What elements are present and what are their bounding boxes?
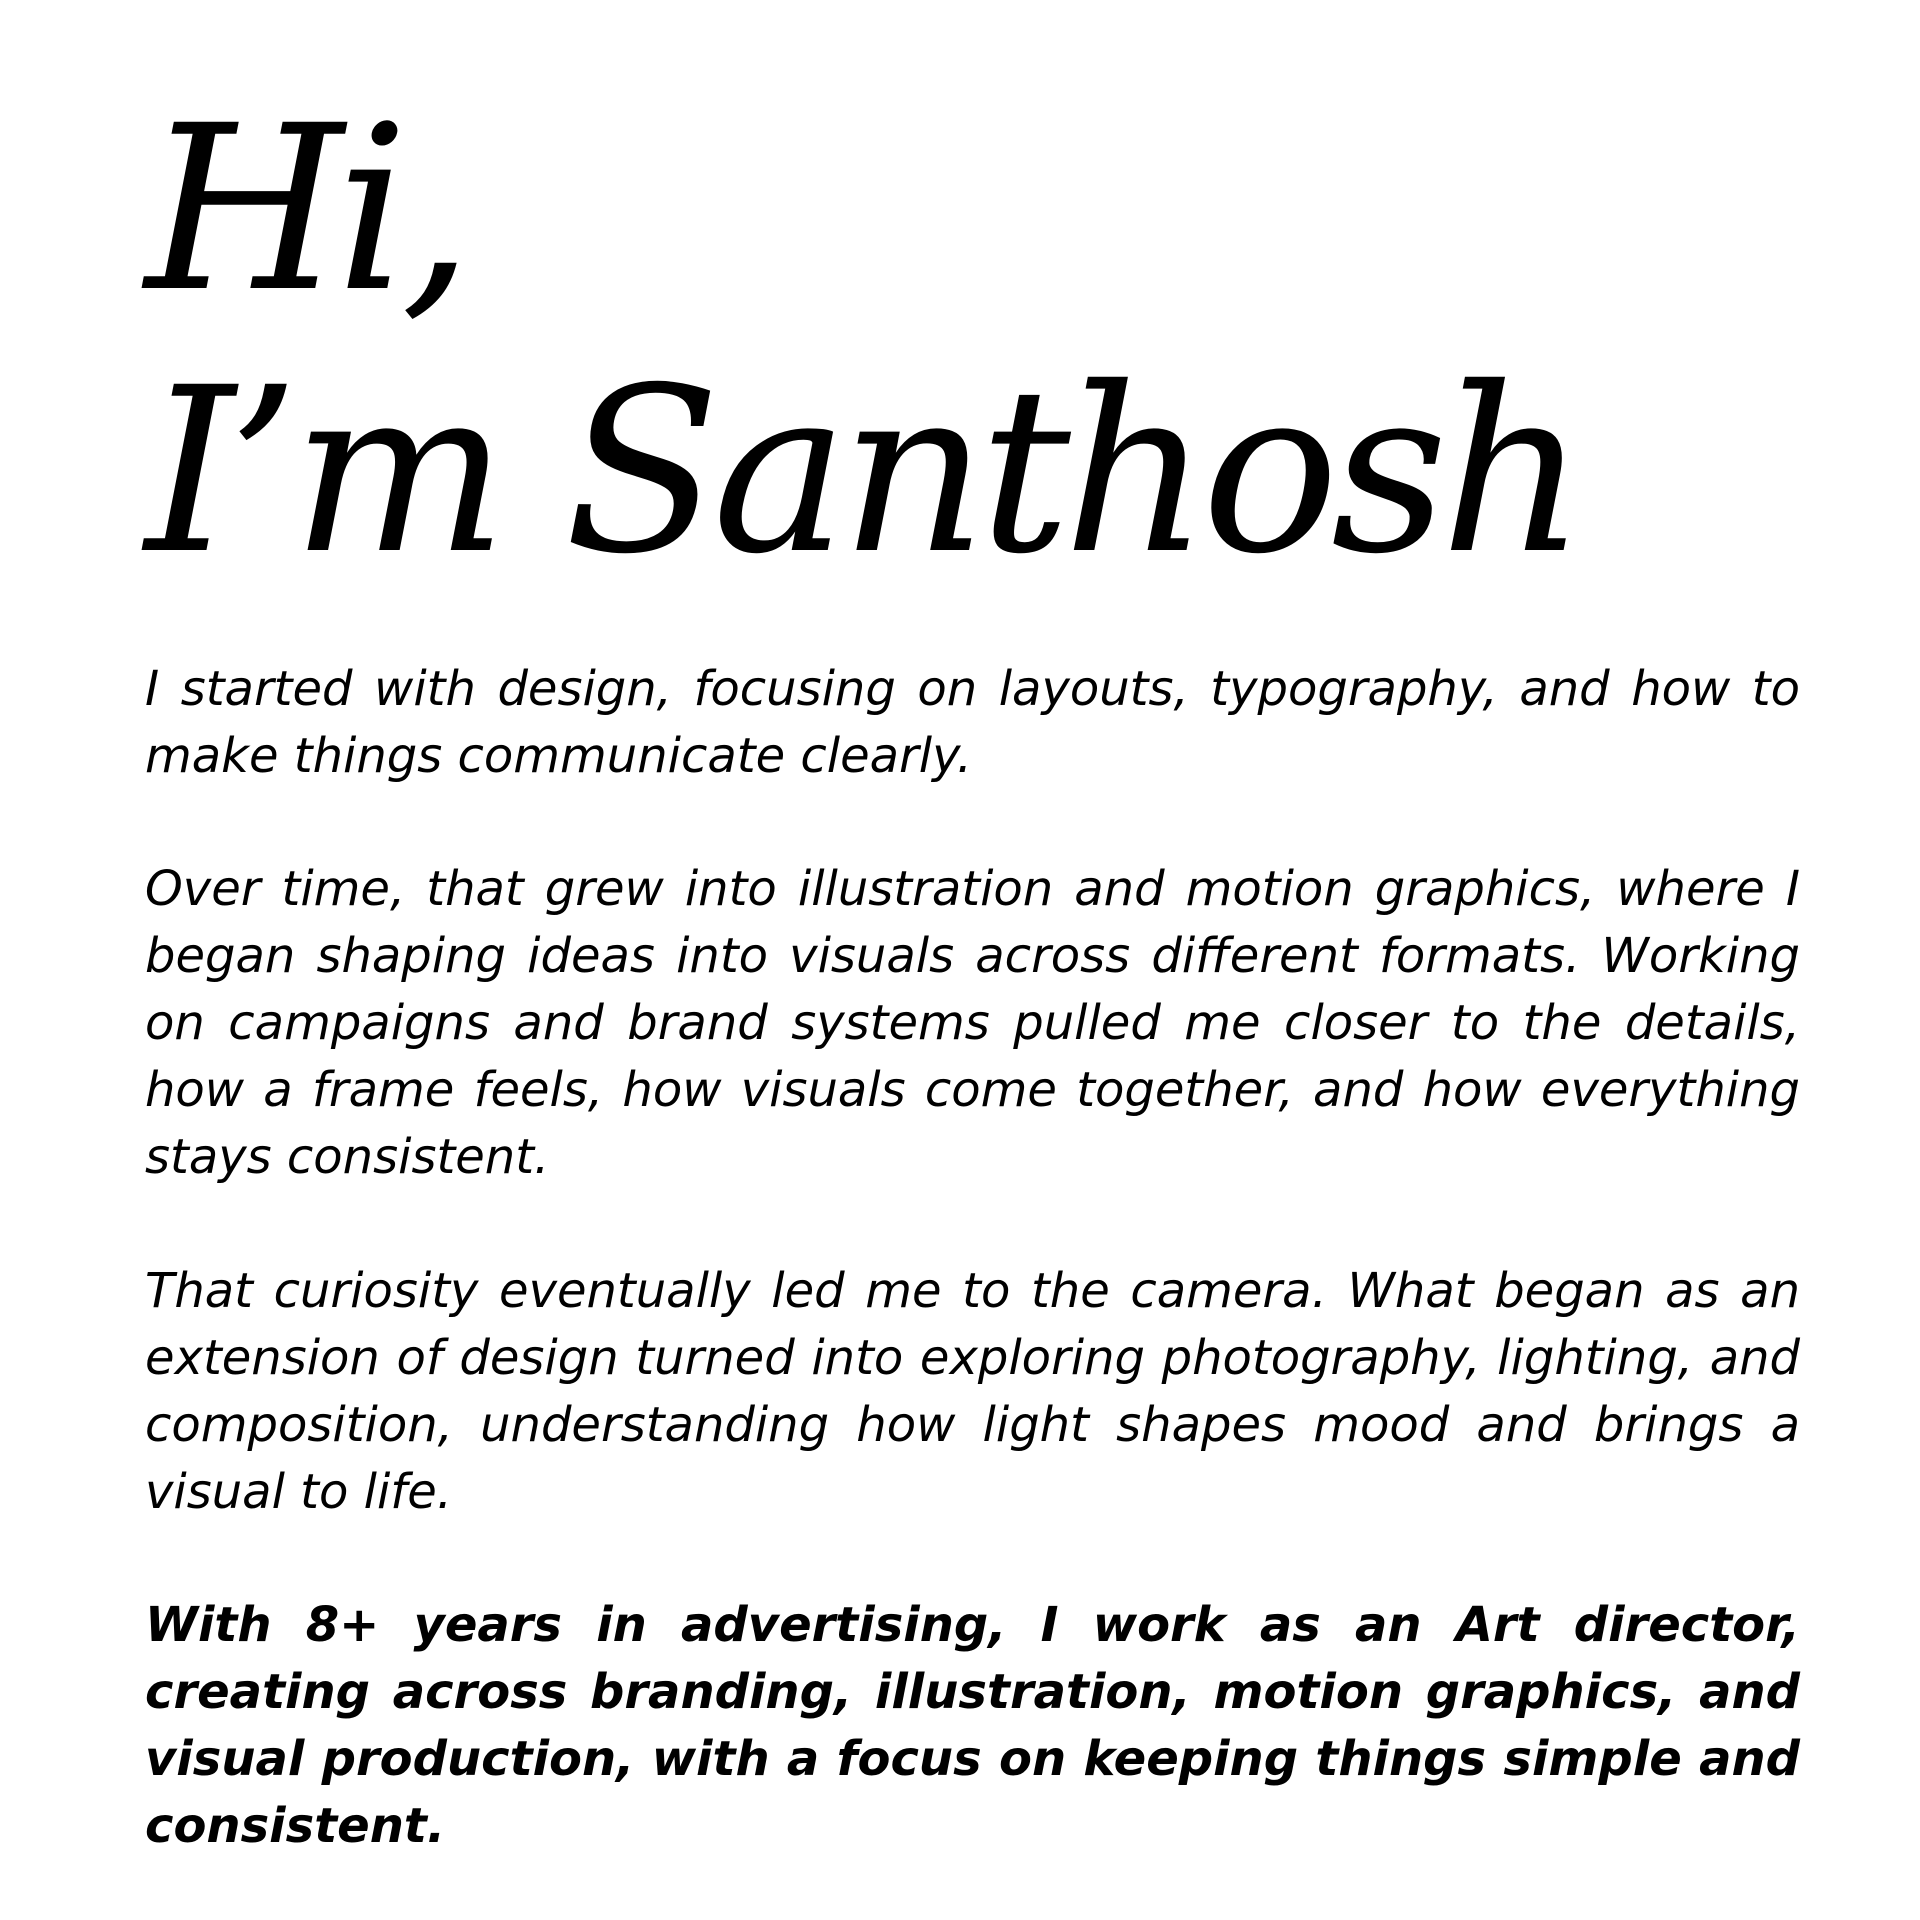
name-line: I’m Santhosh (145, 338, 1579, 604)
page-title (145, 78, 1579, 602)
experience-paragraph: With 8+ years in advertising, I work as an Art director, creating across branding, illustration, motion graphics, and visual production, with a focus on keeping things simple and consistent. (145, 1597, 1800, 1854)
growth-paragraph: Over time, that grew into illustration and motion graphics, where I began shaping ideas into visuals across different formats. Working on campaigns and brand systems pulled me closer to the details, how a frame feels, how visuals come together, and how everything stays consistent. (145, 861, 1800, 1185)
greeting-line: Hi, (145, 76, 466, 342)
photography-paragraph: That curiosity eventually led me to the camera. What began as an extension of design turned into exploring photography, lighting, and composition, understanding how light shapes mood and brings a visual to life. (145, 1263, 1800, 1520)
intro-paragraph: I started with design, focusing on layouts, typography, and how to make things communicate clearly. (145, 661, 1800, 784)
about-page (145, 0, 1800, 1920)
